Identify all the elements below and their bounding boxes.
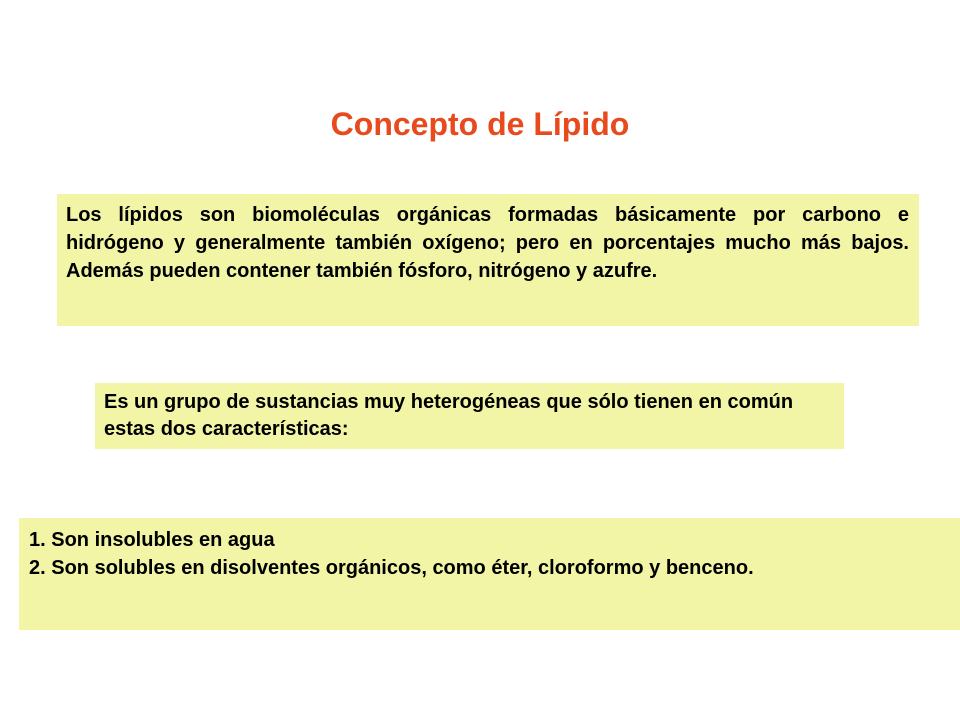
group-statement-text: Es un grupo de sustancias muy heterogéneas que sólo tienen en común estas dos características: <box>104 391 794 440</box>
definition-box <box>57 194 919 326</box>
characteristics-list <box>29 526 950 582</box>
characteristics-box <box>19 518 960 630</box>
definition-text: Los lípidos son biomoléculas orgánicas formadas básicamente por carbono e hidrógeno y generalmente también oxígeno; pero en porcentajes mucho más bajos. Además pueden contener también fósforo, nitrógeno y azufre. <box>66 204 909 282</box>
characteristic-item-2: 2. Son solubles en disolventes orgánicos, como éter, cloroformo y benceno. <box>29 557 754 579</box>
slide-title: Concepto de Lípido <box>330 106 630 142</box>
characteristic-item-1: 1. Son insolubles en agua <box>29 529 275 551</box>
group-statement-box <box>95 383 844 449</box>
